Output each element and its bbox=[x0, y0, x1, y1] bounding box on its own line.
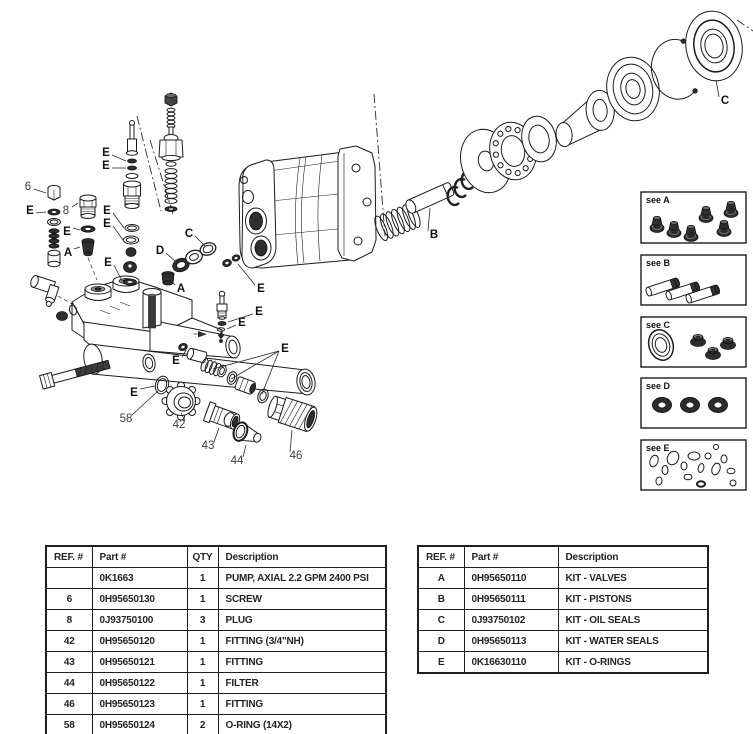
kit-box-C bbox=[641, 317, 746, 367]
table-cell: 0K1663 bbox=[92, 568, 187, 589]
callout-46: 46 bbox=[289, 450, 303, 462]
callout-D: D bbox=[155, 245, 165, 257]
kit-box-a-label: see A bbox=[646, 195, 670, 205]
leader-line bbox=[74, 247, 80, 249]
callout-C: C bbox=[720, 95, 730, 107]
table-row bbox=[46, 610, 386, 631]
callout-E: E bbox=[255, 306, 263, 318]
callout-E: E bbox=[130, 387, 138, 399]
callout-E: E bbox=[63, 226, 71, 238]
callout-E: E bbox=[102, 147, 110, 159]
table-cell: 3 bbox=[187, 610, 218, 631]
leader-line bbox=[716, 80, 719, 97]
table-row bbox=[418, 631, 708, 652]
callout-E: E bbox=[103, 205, 111, 217]
kit-box-B bbox=[641, 255, 746, 305]
table-row bbox=[46, 568, 386, 589]
kit-box-e-label: see E bbox=[646, 443, 670, 453]
callout-A: A bbox=[63, 247, 73, 259]
table-cell: QTY bbox=[187, 546, 218, 568]
table-cell: 0J93750100 bbox=[92, 610, 187, 631]
oil-seal bbox=[680, 7, 747, 86]
callout-E: E bbox=[238, 317, 246, 329]
table-cell: REF. # bbox=[46, 546, 92, 568]
table-row bbox=[418, 589, 708, 610]
seal-group bbox=[162, 241, 241, 285]
table-cell: KIT - OIL SEALS bbox=[558, 610, 708, 631]
table-row bbox=[418, 546, 708, 568]
parts-table-body bbox=[46, 568, 386, 734]
filter-44 bbox=[231, 420, 264, 447]
table-cell: Description bbox=[558, 546, 708, 568]
leader-line bbox=[140, 386, 155, 389]
kit-box-d-label: see D bbox=[646, 381, 671, 391]
table-cell: Part # bbox=[92, 546, 187, 568]
manifold-block bbox=[57, 276, 318, 396]
table-cell: 0H95650122 bbox=[92, 673, 187, 694]
table-row bbox=[418, 610, 708, 631]
table-cell: KIT - VALVES bbox=[558, 568, 708, 589]
table-row bbox=[46, 589, 386, 610]
table-cell: 1 bbox=[187, 631, 218, 652]
table-row bbox=[418, 652, 708, 674]
table-cell: KIT - O-RINGS bbox=[558, 652, 708, 674]
leader-line bbox=[290, 430, 292, 452]
table-cell: PUMP, AXIAL 2.2 GPM 2400 PSI bbox=[218, 568, 386, 589]
table-cell bbox=[46, 568, 92, 589]
table-cell: 1 bbox=[187, 568, 218, 589]
callout-E: E bbox=[281, 343, 289, 355]
table-cell: 0H95650110 bbox=[464, 568, 558, 589]
callout-E: E bbox=[104, 257, 112, 269]
table-cell: 58 bbox=[46, 715, 92, 734]
table-row bbox=[418, 568, 708, 589]
table-row bbox=[46, 546, 386, 568]
elbow-fitting bbox=[25, 275, 60, 308]
leader-line bbox=[195, 236, 205, 246]
leader-line bbox=[73, 228, 80, 230]
parts-table bbox=[45, 545, 387, 734]
table-cell: KIT - PISTONS bbox=[558, 589, 708, 610]
table-cell: Part # bbox=[464, 546, 558, 568]
table-cell: 42 bbox=[46, 631, 92, 652]
table-cell: 0H95650120 bbox=[92, 631, 187, 652]
leader-line bbox=[36, 212, 46, 213]
table-cell: O-RING (14X2) bbox=[218, 715, 386, 734]
table-cell: PLUG bbox=[218, 610, 386, 631]
table-cell: KIT - WATER SEALS bbox=[558, 631, 708, 652]
callout-C: C bbox=[184, 228, 194, 240]
swash-hub bbox=[553, 89, 617, 147]
table-cell: 0H95650113 bbox=[464, 631, 558, 652]
table-cell: 44 bbox=[46, 673, 92, 694]
table-cell: 0K16630110 bbox=[464, 652, 558, 674]
callout-E: E bbox=[103, 218, 111, 230]
table-cell: Description bbox=[218, 546, 386, 568]
table-cell: 8 bbox=[46, 610, 92, 631]
table-cell: 6 bbox=[46, 589, 92, 610]
table-cell: A bbox=[418, 568, 464, 589]
table-cell: 0H95650124 bbox=[92, 715, 187, 734]
kit-box-b-label: see B bbox=[646, 258, 671, 268]
table-cell: 0J93750102 bbox=[464, 610, 558, 631]
callout-6: 6 bbox=[24, 181, 32, 193]
table-cell: 1 bbox=[187, 694, 218, 715]
leader-line bbox=[72, 203, 78, 207]
callout-B: B bbox=[429, 229, 439, 241]
callout-8: 8 bbox=[62, 205, 70, 217]
leader-line bbox=[113, 226, 123, 240]
callout-E: E bbox=[26, 205, 34, 217]
table-row bbox=[46, 715, 386, 734]
table-cell: FILTER bbox=[218, 673, 386, 694]
callout-E: E bbox=[172, 355, 180, 367]
kit-box-D bbox=[641, 378, 746, 428]
table-row bbox=[46, 694, 386, 715]
kits-table-body bbox=[418, 568, 708, 674]
pump-housing bbox=[239, 146, 376, 268]
leader-line bbox=[227, 325, 236, 329]
callout-E: E bbox=[102, 160, 110, 172]
callout-42: 42 bbox=[172, 419, 186, 431]
table-cell: FITTING bbox=[218, 652, 386, 673]
leader-line bbox=[428, 208, 430, 231]
callout-A: A bbox=[176, 283, 186, 295]
table-cell: C bbox=[418, 610, 464, 631]
table-cell: FITTING (3/4"NH) bbox=[218, 631, 386, 652]
callout-43: 43 bbox=[201, 440, 215, 452]
leader-line bbox=[214, 428, 219, 442]
leader-line bbox=[112, 155, 126, 161]
table-cell: B bbox=[418, 589, 464, 610]
table-cell: 2 bbox=[187, 715, 218, 734]
hose-nut-42 bbox=[162, 382, 200, 420]
leader-line bbox=[113, 213, 124, 228]
table-cell: 1 bbox=[187, 673, 218, 694]
table-cell: REF. # bbox=[418, 546, 464, 568]
leader-line bbox=[166, 253, 176, 262]
table-cell: E bbox=[418, 652, 464, 674]
table-row bbox=[46, 631, 386, 652]
table-cell: 43 bbox=[46, 652, 92, 673]
table-cell: 0H95650121 bbox=[92, 652, 187, 673]
table-cell: FITTING bbox=[218, 694, 386, 715]
leader-line bbox=[34, 189, 46, 193]
valve-stem-stack bbox=[124, 121, 141, 286]
screw-stack bbox=[48, 186, 61, 267]
table-cell: 46 bbox=[46, 694, 92, 715]
fitting-46 bbox=[265, 393, 319, 433]
callout-44: 44 bbox=[230, 455, 244, 467]
callout-58: 58 bbox=[119, 413, 133, 425]
parts-table-header bbox=[46, 546, 386, 568]
leader-line bbox=[243, 445, 246, 457]
kit-box-A bbox=[641, 192, 746, 243]
table-cell: 1 bbox=[187, 589, 218, 610]
table-row bbox=[46, 652, 386, 673]
kit-box-E bbox=[641, 440, 746, 490]
table-cell: 0H95650130 bbox=[92, 589, 187, 610]
table-cell: 0H95650111 bbox=[464, 589, 558, 610]
table-row bbox=[46, 673, 386, 694]
unloader-valve bbox=[159, 93, 183, 212]
table-cell: SCREW bbox=[218, 589, 386, 610]
table-cell: 1 bbox=[187, 652, 218, 673]
kit-box-c-label: see C bbox=[646, 320, 671, 330]
plug-stack bbox=[80, 195, 96, 256]
table-cell: 0H95650123 bbox=[92, 694, 187, 715]
table-cell: D bbox=[418, 631, 464, 652]
kits-table bbox=[417, 545, 709, 674]
kits-table-header bbox=[418, 546, 708, 568]
callout-E: E bbox=[257, 283, 265, 295]
